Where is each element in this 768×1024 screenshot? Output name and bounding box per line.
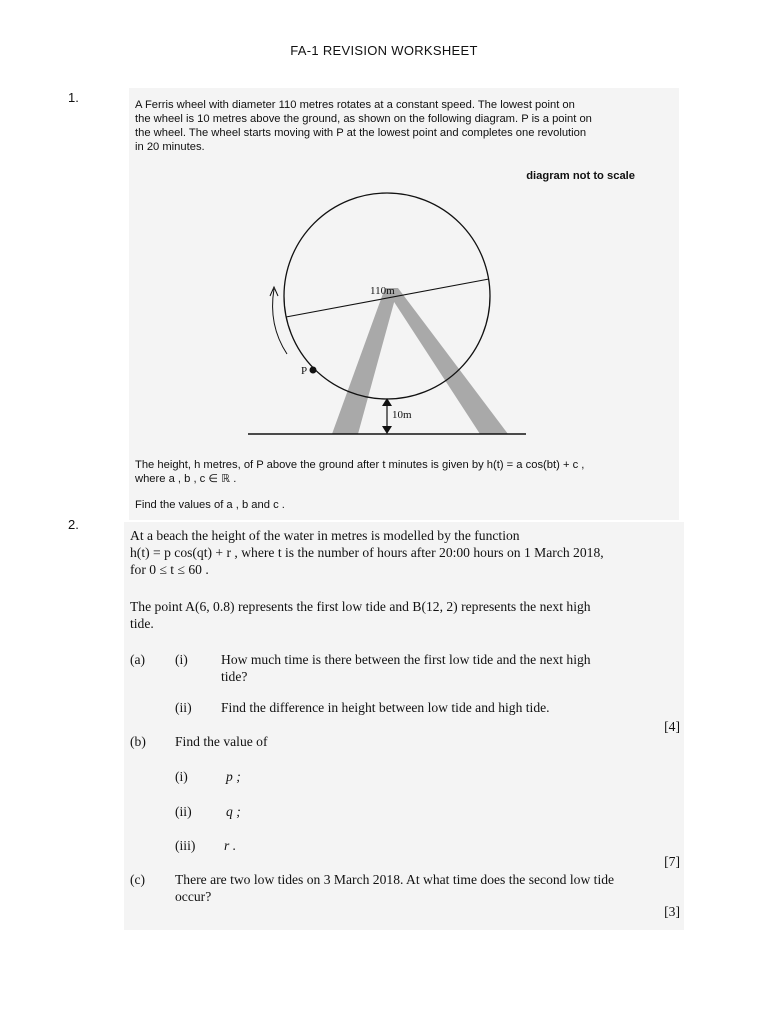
q1-height-statement (135, 458, 675, 486)
q2-part-b-i-label: (i) (175, 769, 188, 784)
q2-points-line-2: tide. (130, 616, 154, 631)
q1-find-values: Find the values of a , b and c . (135, 499, 285, 511)
q1-intro-line-2: the wheel is 10 metres above the ground, as shown on the following diagram. P is a point on (135, 113, 592, 125)
q1-intro-line-4: in 20 minutes. (135, 141, 205, 153)
q2-part-b-text: Find the value of (175, 734, 268, 749)
q2-part-b-i-text: p ; (226, 769, 241, 784)
q2-part-b-ii-label: (ii) (175, 804, 192, 819)
page-title: FA-1 REVISION WORKSHEET (290, 43, 478, 58)
q1-height-line-2: where a , b , c ∈ ℝ . (135, 473, 237, 485)
q2-part-c-marks: [3] (664, 904, 680, 919)
question-1-number: 1. (68, 90, 79, 105)
q2-c-line-2: occur? (175, 889, 212, 904)
q2-part-a-i-text (221, 651, 671, 685)
q2-a-i-line-1: How much time is there between the first low tide and the next high (221, 652, 591, 667)
q2-points-line-1: The point A(6, 0.8) represents the first low tide and B(12, 2) represents the next high (130, 599, 591, 614)
q2-intro-line-2: h(t) = p cos(qt) + r , where t is the number of hours after 20:00 hours on 1 March 2018, (130, 545, 604, 560)
q2-intro-line-3: for 0 ≤ t ≤ 60 . (130, 562, 209, 577)
question-2-number: 2. (68, 517, 79, 532)
q2-part-b-ii-text: q ; (226, 804, 241, 819)
q2-part-a-marks: [4] (664, 719, 680, 734)
q2-c-line-1: There are two low tides on 3 March 2018. At what time does the second low tide (175, 872, 615, 887)
height-label: 10m (392, 409, 412, 421)
height-arrow-down-icon (382, 426, 392, 434)
q2-a-i-line-2: tide? (221, 669, 248, 684)
q2-part-a-ii-text: Find the difference in height between low tide and high tide. (221, 700, 550, 715)
left-support-leg (332, 288, 398, 434)
q1-intro-line-3: the wheel. The wheel starts moving with P at the lowest point and completes one revolution (135, 127, 587, 139)
q2-part-b-iii-label: (iii) (175, 838, 196, 853)
q2-part-b-iii-text: r . (224, 838, 237, 853)
rotation-arrow (273, 289, 287, 354)
q2-part-a-label: (a) (130, 652, 146, 667)
q2-points (130, 598, 680, 632)
diagram-note: diagram not to scale (526, 170, 635, 182)
ferris-wheel-diagram (240, 185, 540, 445)
diameter-label: 110m (370, 285, 395, 297)
q2-part-a-i-label: (i) (175, 652, 188, 667)
question-1-intro (135, 98, 665, 154)
q2-intro-line-1: At a beach the height of the water in metres is modelled by the function (130, 528, 520, 543)
point-p-label: P (301, 365, 308, 377)
q2-part-c-label: (c) (130, 872, 146, 887)
q2-part-b-marks: [7] (664, 854, 680, 869)
q2-intro (130, 527, 680, 578)
q2-part-a-ii-label: (ii) (175, 700, 192, 715)
point-p-marker (310, 367, 317, 374)
q1-intro-line-1: A Ferris wheel with diameter 110 metres rotates at a constant speed. The lowest point on (135, 99, 575, 111)
q2-part-b-label: (b) (130, 734, 146, 749)
q2-part-c-text (175, 871, 680, 905)
q1-height-line-1: The height, h metres, of P above the ground after t minutes is given by h(t) = a cos(bt) + c , (135, 459, 585, 471)
